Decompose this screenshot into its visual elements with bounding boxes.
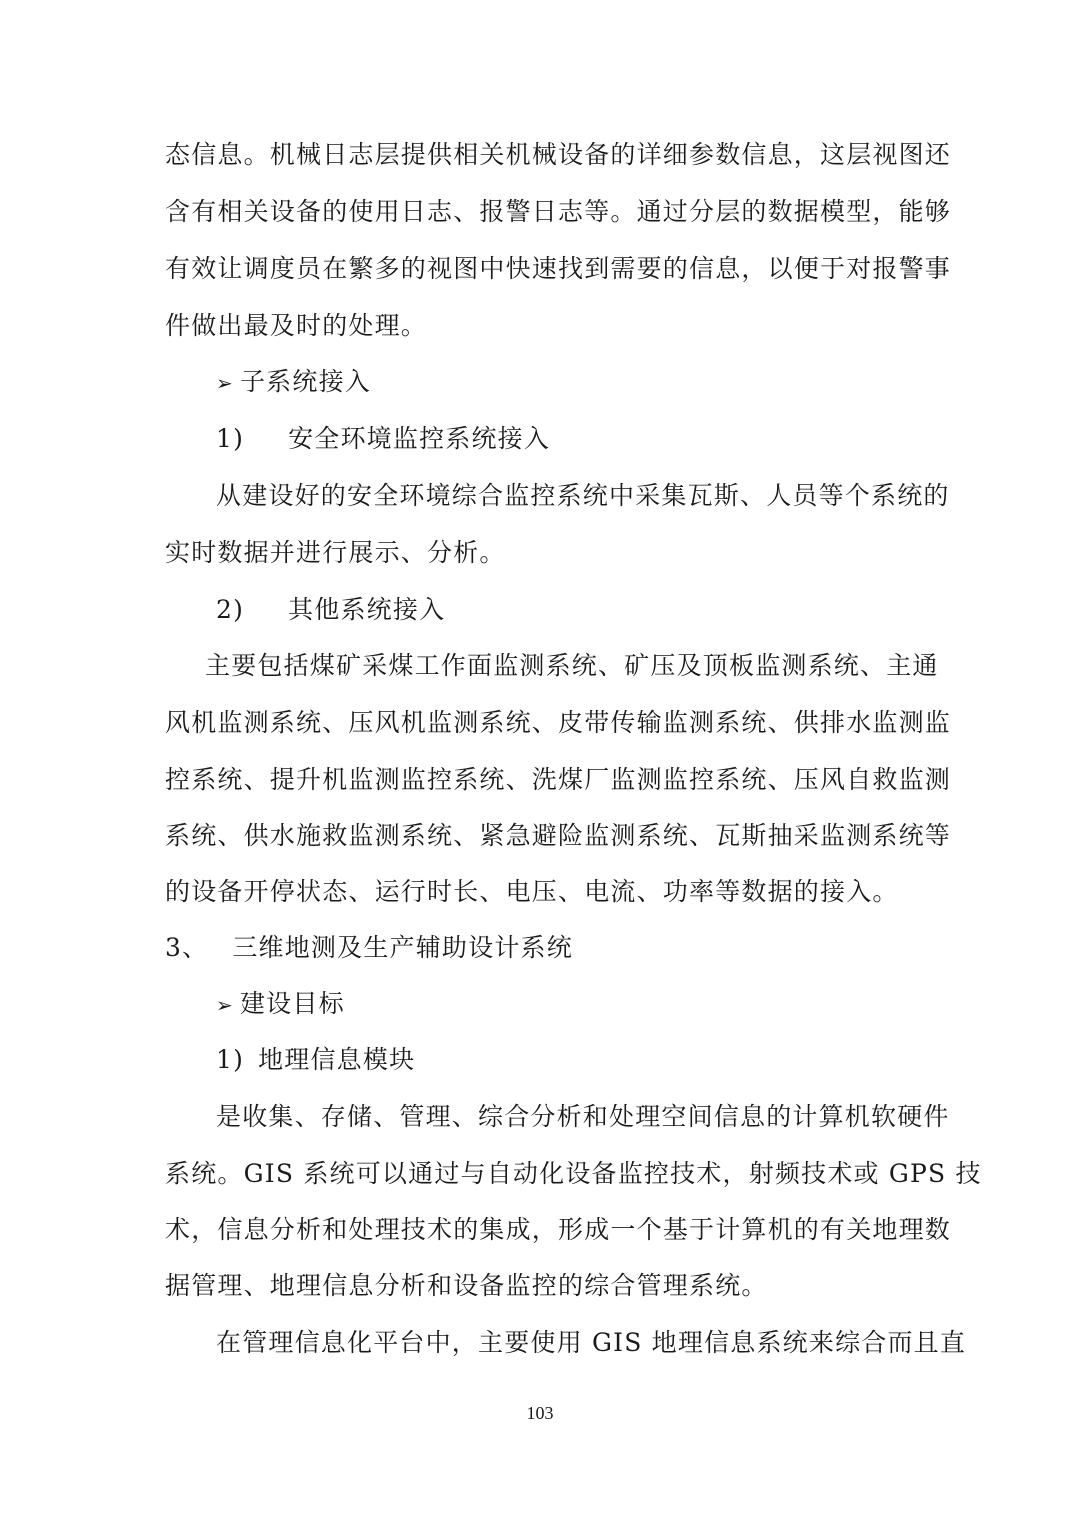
paragraph-line: 控系统、提升机监测监控系统、洗煤厂监测监控系统、压风自救监测 [165,765,952,794]
bullet-heading-goal [216,984,916,1024]
paragraph-line: 在管理信息化平台中，主要使用 GIS 地理信息系统来综合而且直 [216,1328,967,1357]
page-number: 103 [526,1403,554,1423]
heading-text: 三维地测及生产辅助设计系统 [232,933,573,962]
paragraph-line: 从建设好的安全环境综合监控系统中采集瓦斯、人员等个系统的 [216,481,950,510]
paragraph-line: 态信息。机械日志层提供相关机械设备的详细参数信息，这层视图还 [165,140,952,169]
paragraph-line: 件做出最及时的处理。 [165,311,428,340]
heading-text: 建设目标 [239,989,345,1018]
heading-text: 子系统接入 [239,367,371,396]
paragraph-line: 实时数据并进行展示、分析。 [165,538,506,567]
paragraph-line: 含有相关设备的使用日志、报警日志等。通过分层的数据模型，能够 [165,197,952,226]
arrow-bullet-icon: ➢ [216,993,234,1017]
arrow-bullet-icon: ➢ [216,371,234,395]
paragraph-line: 风机监测系统、压风机监测系统、皮带传输监测系统、供排水监测监 [165,708,952,737]
numbered-heading [216,419,916,459]
numbered-heading [216,590,916,630]
paragraph-line: 是收集、存储、管理、综合分析和处理空间信息的计算机软硬件 [216,1102,950,1131]
paragraph-line: 主要包括煤矿采煤工作面监测系统、矿压及顶板监测系统、主通 [205,651,939,680]
numbered-heading [216,1040,916,1080]
paragraph-line: 据管理、地理信息分析和设备监控的综合管理系统。 [165,1271,768,1300]
heading-text: 其他系统接入 [288,595,446,624]
paragraph-line: 术，信息分析和处理技术的集成，形成一个基于计算机的有关地理数 [165,1215,952,1244]
paragraph-line: 的设备开停状态、运行时长、电压、电流、功率等数据的接入。 [165,877,899,906]
list-number: 1) [216,1045,245,1074]
list-number: 1) [216,424,245,453]
heading-text: 安全环境监控系统接入 [288,424,551,453]
section-number: 3、 [165,933,209,962]
paragraph-line: 有效让调度员在繁多的视图中快速找到需要的信息，以便于对报警事 [165,254,952,283]
paragraph-line: 系统。GIS 系统可以通过与自动化设备监控技术，射频技术或 GPS 技 [165,1159,982,1188]
bullet-heading-subsystem [216,362,916,402]
list-number: 2) [216,595,245,624]
section-heading [165,928,917,968]
paragraph-line: 系统、供水施救监测系统、紧急避险监测系统、瓦斯抽采监测系统等 [165,821,952,850]
heading-text: 地理信息模块 [258,1045,416,1074]
